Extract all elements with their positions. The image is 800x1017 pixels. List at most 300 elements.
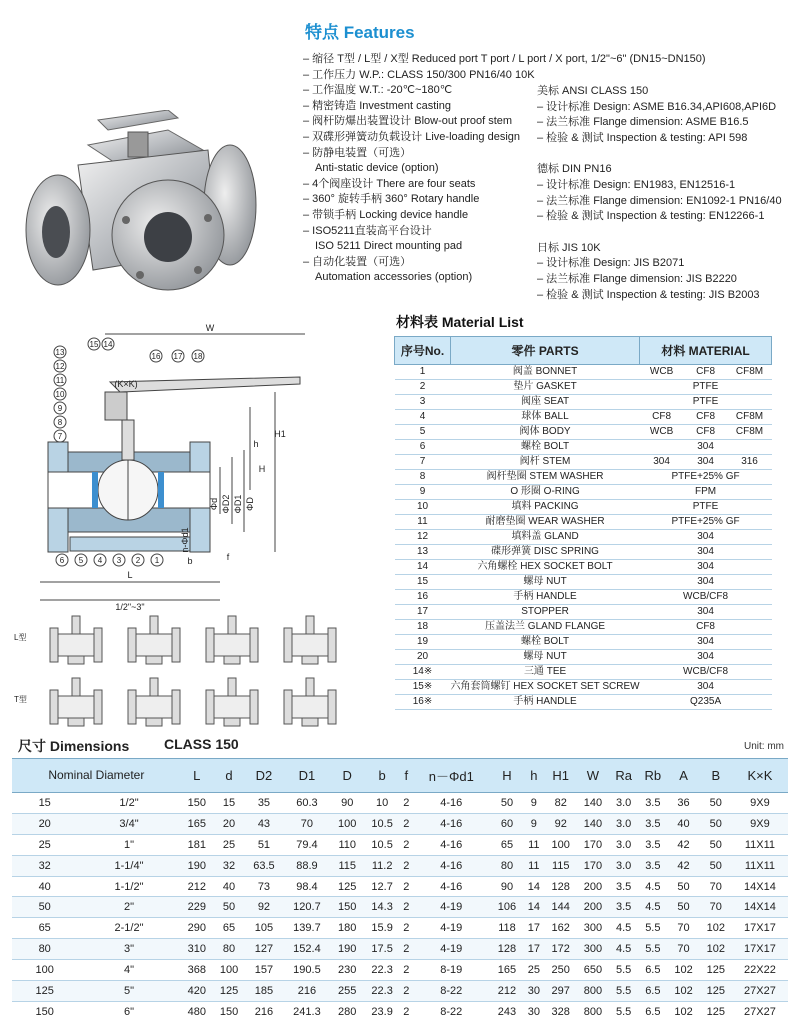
- material-value: [640, 500, 772, 515]
- dimension-cell: 17.5: [363, 939, 401, 960]
- material-grade: 304: [697, 531, 714, 542]
- dimension-cell: 65: [12, 918, 77, 939]
- dimension-cell: 212: [181, 876, 213, 897]
- dimension-cell: 150: [181, 793, 213, 814]
- dimension-cell: 100: [545, 834, 577, 855]
- table-row: [395, 620, 772, 635]
- table-row: [395, 515, 772, 530]
- dimension-cell: 22X22: [732, 960, 788, 981]
- dimension-cell: 27X27: [732, 1001, 788, 1017]
- material-grade: WCB/CF8: [683, 666, 729, 677]
- feature-item: – 360° 旋转手柄 360° Rotary handle: [303, 193, 480, 206]
- dimension-cell: 9X9: [732, 813, 788, 834]
- dimension-cell: 25: [12, 834, 77, 855]
- dimension-cell: 2: [401, 1001, 412, 1017]
- svg-text:ΦD2: ΦD2: [221, 494, 231, 514]
- dimension-cell: 140: [577, 793, 609, 814]
- dimension-cell: 80: [12, 939, 77, 960]
- material-grade: 316: [741, 456, 758, 467]
- material-no: 20: [395, 650, 451, 665]
- dimension-cell: 70: [283, 813, 331, 834]
- material-grade: 304: [697, 636, 714, 647]
- callout-label: 8: [57, 418, 63, 427]
- dimension-cell: 200: [577, 897, 609, 918]
- dimension-cell: 4.5: [638, 897, 667, 918]
- material-part: STOPPER: [451, 605, 640, 620]
- callout-label: 16: [151, 352, 161, 361]
- dimension-cell: 1-1/4": [77, 855, 180, 876]
- material-part: 垫片 GASKET: [451, 380, 640, 395]
- standards-spacer: [537, 146, 797, 162]
- material-grade: PTFE: [692, 396, 719, 407]
- dimension-cell: 6.5: [638, 981, 667, 1002]
- callout-label: 4: [97, 556, 103, 565]
- feature-item: – 带锁手柄 Locking device handle: [303, 208, 469, 221]
- dimensions-class: CLASS 150: [164, 736, 239, 752]
- table-row: [395, 650, 772, 665]
- material-grade: Q235A: [689, 696, 722, 707]
- table-row: [12, 876, 788, 897]
- dimension-cell: 650: [577, 960, 609, 981]
- table-row: [12, 960, 788, 981]
- material-part: 碟形弹簧 DISC SPRING: [451, 545, 640, 560]
- material-no: 13: [395, 545, 451, 560]
- dimension-cell: 40: [213, 876, 245, 897]
- dimension-cell: 50: [213, 897, 245, 918]
- table-row: [395, 695, 772, 710]
- dimension-cell: 70: [667, 939, 699, 960]
- dimension-cell: 125: [331, 876, 363, 897]
- dimensions-title: 尺寸 Dimensions: [18, 738, 130, 754]
- table-row: [395, 590, 772, 605]
- dimension-cell: 80: [491, 855, 523, 876]
- dimension-cell: 5.5: [609, 960, 638, 981]
- feature-item: – ISO5211直装高平台设计: [303, 224, 432, 237]
- dimension-header: d: [213, 759, 245, 793]
- material-value: [640, 545, 772, 560]
- table-row: [12, 793, 788, 814]
- feature-item: Automation accessories (option): [315, 271, 473, 284]
- material-grade: WCB: [649, 426, 674, 437]
- dimension-cell: 115: [545, 855, 577, 876]
- dimension-cell: 102: [700, 918, 732, 939]
- dimension-cell: 4.5: [609, 918, 638, 939]
- material-header-no: 序号No.: [395, 337, 451, 365]
- dimension-cell: 14X14: [732, 876, 788, 897]
- dimension-header: b: [363, 759, 401, 793]
- dimension-header: B: [700, 759, 732, 793]
- standard-head: 日标 JIS 10K: [537, 241, 601, 254]
- feature-item: – 工作温度 W.T.: -20℃~180℃: [303, 84, 453, 97]
- callout-label: 2: [135, 556, 141, 565]
- table-row: [395, 455, 772, 470]
- table-row: [395, 425, 772, 440]
- material-value: [640, 440, 772, 455]
- dimension-cell: 9: [523, 813, 545, 834]
- dimension-cell: 800: [577, 1001, 609, 1017]
- material-value: [640, 590, 772, 605]
- dimension-cell: 2: [401, 855, 412, 876]
- svg-text:(K×K): (K×K): [114, 379, 138, 389]
- material-value: [640, 560, 772, 575]
- dimension-cell: 50: [667, 876, 699, 897]
- material-value: [640, 605, 772, 620]
- callout-label: 1: [154, 556, 160, 565]
- svg-text:f: f: [226, 552, 230, 562]
- dimension-cell: 157: [245, 960, 283, 981]
- material-no: 18: [395, 620, 451, 635]
- dimension-cell: 17: [523, 939, 545, 960]
- t-port-variant: [50, 678, 102, 726]
- material-no: 10: [395, 500, 451, 515]
- material-part: 填料 PACKING: [451, 500, 640, 515]
- dimension-cell: 6.5: [638, 960, 667, 981]
- dimension-cell: 4-19: [412, 939, 491, 960]
- dimension-cell: 4-19: [412, 897, 491, 918]
- material-no: 5: [395, 425, 451, 440]
- table-row: [395, 410, 772, 425]
- callout-label: 18: [193, 352, 203, 361]
- callout-label: 12: [55, 362, 65, 371]
- dimension-cell: 310: [181, 939, 213, 960]
- feature-item: – 4个阀座设计 There are four seats: [303, 177, 476, 190]
- dimension-cell: 5.5: [609, 981, 638, 1002]
- dimension-cell: 2: [401, 918, 412, 939]
- dimension-header: H1: [545, 759, 577, 793]
- material-value: [640, 455, 772, 470]
- dimension-cell: 20: [213, 813, 245, 834]
- dimension-cell: 50: [491, 793, 523, 814]
- material-no: 8: [395, 470, 451, 485]
- dimension-cell: 2: [401, 793, 412, 814]
- dimension-cell: 328: [545, 1001, 577, 1017]
- svg-text:h: h: [253, 439, 259, 449]
- dimension-cell: 170: [577, 834, 609, 855]
- dimension-cell: 5.5: [638, 939, 667, 960]
- dimension-cell: 250: [545, 960, 577, 981]
- material-value: [640, 515, 772, 530]
- material-part: 填料盖 GLAND: [451, 530, 640, 545]
- dimension-cell: 25: [523, 960, 545, 981]
- material-grade: 304: [653, 456, 670, 467]
- material-list-title: 材料表 Material List: [396, 314, 524, 330]
- dimension-cell: 5.5: [638, 918, 667, 939]
- dimension-cell: 14: [523, 897, 545, 918]
- material-part: 螺母 NUT: [451, 650, 640, 665]
- material-no: 11: [395, 515, 451, 530]
- material-value: [640, 485, 772, 500]
- dimension-cell: 11: [523, 855, 545, 876]
- dimension-cell: 9: [523, 793, 545, 814]
- dimension-cell: 42: [667, 855, 699, 876]
- table-row: [395, 485, 772, 500]
- material-grade: PTFE+25% GF: [671, 471, 740, 482]
- callout-label: 5: [78, 556, 84, 565]
- dimension-cell: 300: [577, 939, 609, 960]
- dimension-cell: 180: [331, 918, 363, 939]
- dimension-cell: 3.5: [638, 855, 667, 876]
- dimension-cell: 14.3: [363, 897, 401, 918]
- dimension-cell: 92: [245, 897, 283, 918]
- dimension-cell: 51: [245, 834, 283, 855]
- dimension-cell: 212: [491, 981, 523, 1002]
- dimension-cell: 280: [331, 1001, 363, 1017]
- standard-line: – 设计标准 Design: EN1983, EN12516-1: [537, 178, 736, 191]
- dimension-cell: 3.0: [609, 834, 638, 855]
- material-value: [640, 680, 772, 695]
- dimension-cell: 2: [401, 960, 412, 981]
- dimension-cell: 125: [700, 1001, 732, 1017]
- variant-t-label: T型: [14, 695, 27, 704]
- dimension-cell: 4-16: [412, 876, 491, 897]
- material-header-parts: 零件 PARTS: [451, 337, 640, 365]
- dimension-cell: 2: [401, 981, 412, 1002]
- dimension-cell: 10.5: [363, 813, 401, 834]
- dimension-cell: 100: [12, 960, 77, 981]
- table-row: [395, 395, 772, 410]
- dimension-cell: 480: [181, 1001, 213, 1017]
- callout-label: 13: [55, 348, 65, 357]
- dimension-cell: 3.5: [638, 834, 667, 855]
- material-part: 螺母 NUT: [451, 575, 640, 590]
- standard-line: – 法兰标准 Flange dimension: EN1092-1 PN16/40: [537, 194, 782, 207]
- table-row: [395, 470, 772, 485]
- table-row: [12, 1001, 788, 1017]
- svg-text:b: b: [187, 556, 193, 566]
- standard-head: 美标 ANSI CLASS 150: [537, 85, 649, 97]
- callout-label: 11: [55, 376, 65, 385]
- dimension-cell: 17X17: [732, 918, 788, 939]
- standards-spacer: [537, 52, 797, 68]
- material-part: 耐磨垫圈 WEAR WASHER: [451, 515, 640, 530]
- dimension-cell: 63.5: [245, 855, 283, 876]
- dimension-cell: 79.4: [283, 834, 331, 855]
- material-grade: 304: [697, 576, 714, 587]
- dimension-cell: 2: [401, 876, 412, 897]
- table-row: [12, 918, 788, 939]
- callout-label: 9: [57, 404, 63, 413]
- dimension-cell: 90: [491, 876, 523, 897]
- material-value: [640, 650, 772, 665]
- dimension-cell: 5.5: [609, 1001, 638, 1017]
- dimension-cell: 6.5: [638, 1001, 667, 1017]
- dimension-header: A: [667, 759, 699, 793]
- dimension-cell: 255: [331, 981, 363, 1002]
- dimension-header: W: [577, 759, 609, 793]
- dimension-cell: 22.3: [363, 981, 401, 1002]
- dimension-cell: 5": [77, 981, 180, 1002]
- dimension-cell: 88.9: [283, 855, 331, 876]
- callout-label: 3: [116, 556, 122, 565]
- dimension-cell: 152.4: [283, 939, 331, 960]
- material-grade: PTFE+25% GF: [671, 516, 740, 527]
- feature-item: – 阀杆防爆出装置设计 Blow-out proof stem: [303, 115, 513, 128]
- dimension-header: D1: [283, 759, 331, 793]
- table-row: [395, 380, 772, 395]
- dimension-cell: 4-16: [412, 834, 491, 855]
- material-grade: CF8M: [735, 366, 764, 377]
- material-part: 压盖法兰 GLAND FLANGE: [451, 620, 640, 635]
- feature-item: – 双碟形弹簧动负载设计 Live-loading design: [303, 130, 521, 143]
- dimension-cell: 14: [523, 876, 545, 897]
- dimension-cell: 368: [181, 960, 213, 981]
- dimension-cell: 170: [577, 855, 609, 876]
- features-title: 特点 Features: [305, 23, 415, 42]
- svg-text:W: W: [205, 323, 215, 333]
- t-port-variant: [284, 678, 336, 726]
- material-grade: 304: [697, 681, 714, 692]
- dimension-cell: 190: [181, 855, 213, 876]
- valve-photo: [18, 110, 258, 295]
- dimension-cell: 3.0: [609, 793, 638, 814]
- dimension-cell: 3.0: [609, 813, 638, 834]
- dimension-cell: 10: [363, 793, 401, 814]
- material-part: 六角螺栓 HEX SOCKET BOLT: [451, 560, 640, 575]
- svg-text:ΦD: ΦD: [245, 497, 255, 511]
- svg-text:n-Φd1: n-Φd1: [180, 527, 190, 553]
- table-row: [395, 530, 772, 545]
- material-grade: 304: [697, 546, 714, 557]
- dimension-cell: 32: [213, 855, 245, 876]
- dimension-cell: 3.5: [609, 876, 638, 897]
- material-part: 三通 TEE: [451, 665, 640, 680]
- dimension-cell: 128: [491, 939, 523, 960]
- svg-text:1/2"~3": 1/2"~3": [115, 602, 145, 612]
- material-no: 19: [395, 635, 451, 650]
- dimension-cell: 6": [77, 1001, 180, 1017]
- dimensions-table: [12, 758, 788, 1017]
- svg-text:ΦD1: ΦD1: [233, 494, 243, 514]
- dimension-cell: 300: [577, 918, 609, 939]
- svg-text:L: L: [127, 570, 133, 580]
- material-grade: CF8: [652, 411, 672, 422]
- feature-item: – 缩径 T型 / L型 / X型 Reduced port T port / L port / X port, 1/2"~6" (DN15~DN150): [303, 53, 706, 65]
- material-grade: 304: [697, 651, 714, 662]
- dimension-cell: 70: [700, 897, 732, 918]
- dimension-cell: 165: [181, 813, 213, 834]
- material-grade: PTFE: [692, 381, 719, 392]
- callout-label: 17: [173, 352, 183, 361]
- dimension-cell: 229: [181, 897, 213, 918]
- dimension-header: H: [491, 759, 523, 793]
- valve-section-diagram: [10, 322, 310, 612]
- material-value: [640, 530, 772, 545]
- material-no: 4: [395, 410, 451, 425]
- dimension-cell: 120.7: [283, 897, 331, 918]
- dimension-cell: 150: [331, 897, 363, 918]
- dimension-header: Nominal Diameter: [12, 759, 181, 793]
- callout-label: 6: [59, 556, 65, 565]
- material-no: 16: [395, 590, 451, 605]
- l-port-variant: [50, 616, 102, 664]
- variant-l-label: L型: [14, 633, 27, 642]
- dimension-cell: 125: [700, 960, 732, 981]
- dimension-cell: 3.5: [638, 813, 667, 834]
- dimension-cell: 144: [545, 897, 577, 918]
- standard-line: – 检验 & 测试 Inspection & testing: API 598: [537, 131, 748, 144]
- dimension-header: D2: [245, 759, 283, 793]
- dimension-cell: 92: [545, 813, 577, 834]
- dimension-cell: 36: [667, 793, 699, 814]
- dimension-cell: 297: [545, 981, 577, 1002]
- feature-item: – 精密铸造 Investment casting: [303, 99, 451, 112]
- dimension-cell: 140: [577, 813, 609, 834]
- material-value: [640, 425, 772, 440]
- material-part: 六角套筒螺钉 HEX SOCKET SET SCREW: [451, 680, 640, 695]
- dimension-cell: 12.7: [363, 876, 401, 897]
- dimension-cell: 23.9: [363, 1001, 401, 1017]
- dimension-cell: 4-16: [412, 813, 491, 834]
- dimension-cell: 27X27: [732, 981, 788, 1002]
- dimension-cell: 2": [77, 897, 180, 918]
- callout-label: 10: [55, 390, 65, 399]
- dimension-cell: 290: [181, 918, 213, 939]
- dimension-cell: 127: [245, 939, 283, 960]
- dimension-cell: 17X17: [732, 939, 788, 960]
- dimension-cell: 2-1/2": [77, 918, 180, 939]
- dimension-cell: 50: [12, 897, 77, 918]
- dimension-cell: 185: [245, 981, 283, 1002]
- dimension-cell: 1/2": [77, 793, 180, 814]
- table-row: [395, 665, 772, 680]
- dimension-cell: 11: [523, 834, 545, 855]
- standards-list: [537, 52, 797, 319]
- dimension-cell: 102: [700, 939, 732, 960]
- dimension-cell: 32: [12, 855, 77, 876]
- material-part: 螺栓 BOLT: [451, 440, 640, 455]
- svg-text:H: H: [258, 464, 266, 474]
- dimension-cell: 8-19: [412, 960, 491, 981]
- dimension-cell: 40: [12, 876, 77, 897]
- feature-item: – 自动化装置（可选）: [303, 255, 412, 268]
- table-row: [12, 981, 788, 1002]
- dimension-cell: 50: [700, 834, 732, 855]
- dimension-cell: 60.3: [283, 793, 331, 814]
- dimension-cell: 15: [213, 793, 245, 814]
- material-value: [640, 410, 772, 425]
- dimension-cell: 102: [667, 1001, 699, 1017]
- material-part: 手柄 HANDLE: [451, 695, 640, 710]
- dimension-cell: 2: [401, 834, 412, 855]
- t-port-variant: [206, 678, 258, 726]
- dimension-cell: 125: [213, 981, 245, 1002]
- table-row: [395, 575, 772, 590]
- material-no: 15※: [395, 680, 451, 695]
- table-row: [395, 680, 772, 695]
- material-grade: 304: [697, 456, 714, 467]
- table-row: [12, 939, 788, 960]
- dimension-cell: 118: [491, 918, 523, 939]
- dimension-cell: 42: [667, 834, 699, 855]
- material-value: [640, 470, 772, 485]
- l-port-variant: [206, 616, 258, 664]
- dimension-cell: 8-22: [412, 1001, 491, 1017]
- dimension-cell: 3": [77, 939, 180, 960]
- dimension-cell: 105: [245, 918, 283, 939]
- dimension-cell: 100: [213, 960, 245, 981]
- dimension-cell: 106: [491, 897, 523, 918]
- material-value: [640, 380, 772, 395]
- dimension-cell: 17: [523, 918, 545, 939]
- dimension-cell: 4-19: [412, 918, 491, 939]
- dimension-header: L: [181, 759, 213, 793]
- dimension-cell: 9X9: [732, 793, 788, 814]
- material-grade: WCB: [649, 366, 674, 377]
- dimension-cell: 65: [213, 918, 245, 939]
- dimension-cell: 30: [523, 981, 545, 1002]
- dimension-header: K×K: [732, 759, 788, 793]
- dimension-cell: 43: [245, 813, 283, 834]
